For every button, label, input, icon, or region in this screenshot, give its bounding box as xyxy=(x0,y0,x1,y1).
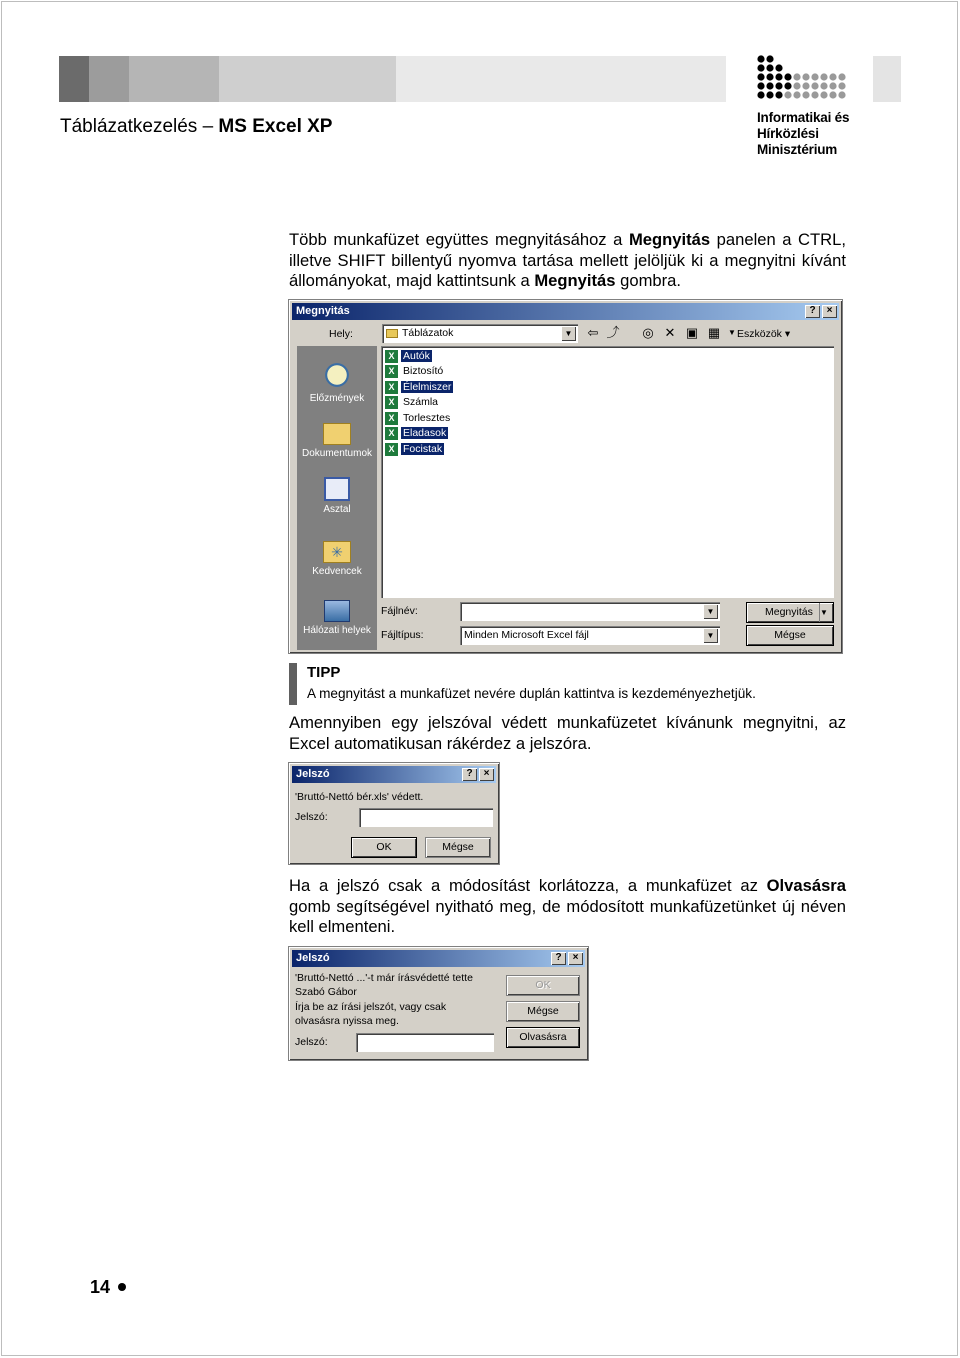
password-input[interactable] xyxy=(359,808,493,827)
running-header-normal: Táblázatkezelés – xyxy=(60,116,219,137)
readonly-message-line-2: Szabó Gábor xyxy=(295,986,357,998)
help-button[interactable]: ? xyxy=(805,305,820,318)
paragraph-1 xyxy=(289,230,846,292)
header-band-dark xyxy=(59,56,89,102)
ministry-logo-icon xyxy=(756,54,851,104)
file-name: Számla xyxy=(403,396,439,408)
location-combo[interactable] xyxy=(382,324,578,343)
tip-bar xyxy=(289,663,297,705)
excel-file-icon: X xyxy=(385,412,398,425)
tip-text: A megnyitást a munkafüzet nevére duplán kattintva is kezdeményezhetjük. xyxy=(307,686,756,701)
bullet-dot-icon xyxy=(118,1283,126,1291)
tip-heading: TIPP xyxy=(307,664,341,681)
views-dropdown-icon[interactable]: ▼ xyxy=(728,328,736,337)
place-label: Hálózati helyek xyxy=(303,625,371,636)
header-band-mid xyxy=(89,56,129,102)
header-band-light xyxy=(219,56,396,102)
p3-text-1: Ha a jelszó csak a módosítást korlátozza, a munkafüzet az xyxy=(289,876,767,895)
excel-file-icon: X xyxy=(385,365,398,378)
desktop-icon xyxy=(324,477,350,501)
ok-button[interactable]: OK xyxy=(506,975,580,996)
org-line-3: Minisztérium xyxy=(757,142,838,157)
place-desktop[interactable] xyxy=(297,477,377,515)
tools-menu[interactable]: Eszközök ▾ xyxy=(737,328,791,340)
header-band-end xyxy=(873,56,901,102)
password-label: Jelszó: xyxy=(295,811,328,823)
ok-button[interactable]: OK xyxy=(351,837,417,858)
cancel-button[interactable]: Mégse xyxy=(506,1001,580,1022)
network-places-icon xyxy=(324,600,350,622)
page-footer xyxy=(90,1277,126,1298)
open-button[interactable] xyxy=(746,602,834,623)
file-item-eladasok[interactable] xyxy=(385,426,448,441)
open-dialog-titlebar xyxy=(292,303,839,320)
readonly-message-line-3: Írja be az írási jelszót, vagy csak xyxy=(295,1001,447,1013)
favorites-folder-icon: ✳ xyxy=(323,541,351,563)
place-label: Előzmények xyxy=(309,393,365,404)
open-options-chevron-icon[interactable]: ▼ xyxy=(819,603,833,622)
excel-file-icon: X xyxy=(385,350,398,363)
file-name: Élelmiszer xyxy=(403,381,452,393)
p1-text-2: panelen a CTRL, illetve SHIFT billentyű nyomva tartása mellett jelöljük ki a megnyitni kívánt állományokat, majd kattintsunk a xyxy=(289,230,846,290)
excel-file-icon: X xyxy=(385,381,398,394)
file-name: Eladasok xyxy=(403,427,447,439)
place-favorites[interactable] xyxy=(297,536,377,577)
help-button[interactable]: ? xyxy=(462,768,477,781)
chevron-down-icon[interactable]: ▼ xyxy=(703,604,718,619)
close-button[interactable]: × xyxy=(568,952,583,965)
file-name: Biztosító xyxy=(403,365,444,377)
up-folder-icon[interactable]: ⤴ xyxy=(606,325,620,340)
paragraph-3 xyxy=(289,876,846,938)
views-icon[interactable]: ▦ xyxy=(707,325,721,340)
readonly-password-label: Jelszó: xyxy=(295,1036,328,1048)
p1-text-3: gombra. xyxy=(615,271,681,290)
org-line-2: Hírközlési xyxy=(757,126,819,141)
excel-file-icon: X xyxy=(385,396,398,409)
history-icon xyxy=(322,360,352,390)
readonly-password-input[interactable] xyxy=(356,1033,494,1052)
filetype-label: Fájltípus: xyxy=(381,629,424,641)
close-button[interactable]: × xyxy=(822,305,837,318)
tip-box xyxy=(289,661,849,707)
p3-bold-1: Olvasásra xyxy=(766,876,846,895)
places-bar xyxy=(297,346,377,650)
password-message: 'Bruttó-Nettó bér.xls' védett. xyxy=(295,791,424,803)
close-button[interactable]: × xyxy=(479,768,494,781)
file-name: Torlesztes xyxy=(403,412,451,424)
readonly-dialog-titlebar xyxy=(292,950,585,967)
place-documents[interactable] xyxy=(297,418,377,459)
p1-bold-1: Megnyitás xyxy=(628,230,711,249)
paragraph-2: Amennyiben egy jelszóval védett munkafüzetet kívánunk megnyitni, az Excel automatikusan rákérdez a jelszóra. xyxy=(289,713,846,753)
help-button[interactable]: ? xyxy=(551,952,566,965)
place-label: Asztal xyxy=(323,504,351,515)
readonly-button[interactable]: Olvasásra xyxy=(506,1027,580,1048)
running-header-bold: MS Excel XP xyxy=(218,116,333,137)
file-list xyxy=(381,346,834,598)
filetype-value: Minden Microsoft Excel fájl xyxy=(464,629,589,641)
location-label: Hely: xyxy=(329,328,353,340)
file-item-elelmiszer[interactable] xyxy=(385,380,453,395)
excel-file-icon: X xyxy=(385,427,398,440)
password-dialog-title: Jelszó xyxy=(296,768,330,780)
readonly-message-line-1: 'Bruttó-Nettó ...'-t már írásvédetté tette xyxy=(295,972,473,984)
file-item-szamla[interactable] xyxy=(385,395,440,410)
readonly-message-line-4: olvasásra nyissa meg. xyxy=(295,1015,399,1027)
place-label: Kedvencek xyxy=(312,566,362,577)
open-dialog-title: Megnyitás xyxy=(296,305,350,317)
p3-text-2: gomb segítségével nyitható meg, de módosított munkafüzetünket új néven kell elmenteni. xyxy=(289,896,846,936)
file-name: Focistak xyxy=(403,443,443,455)
header-band-gray xyxy=(129,56,219,102)
org-line-1: Informatikai és xyxy=(757,110,850,125)
password-dialog xyxy=(288,762,500,865)
excel-file-icon: X xyxy=(385,443,398,456)
chevron-down-icon[interactable]: ▼ xyxy=(703,628,718,643)
filetype-select[interactable] xyxy=(460,626,720,645)
documents-folder-icon xyxy=(323,423,351,445)
header-band-lighter xyxy=(396,56,726,102)
cancel-button[interactable]: Mégse xyxy=(746,625,834,646)
p1-bold-2: Megnyitás xyxy=(534,271,616,290)
file-item-biztosito[interactable] xyxy=(385,364,445,379)
file-name: Autók xyxy=(403,350,430,362)
p1-text-1: Több munkafüzet együttes megnyitásához a xyxy=(289,230,629,249)
file-item-torlesztes[interactable] xyxy=(385,411,452,426)
file-item-focistak[interactable] xyxy=(385,442,444,457)
filename-input[interactable] xyxy=(460,602,720,621)
tools-label: Eszközök xyxy=(737,328,782,340)
password-dialog-titlebar xyxy=(292,766,496,783)
readonly-dialog xyxy=(288,946,589,1061)
open-dialog xyxy=(288,299,843,654)
chevron-down-icon[interactable]: ▼ xyxy=(561,326,576,341)
place-label: Dokumentumok xyxy=(301,448,373,459)
filename-label: Fájlnév: xyxy=(381,605,418,617)
new-folder-icon[interactable]: ▣ xyxy=(685,325,699,340)
delete-icon[interactable]: ✕ xyxy=(664,325,676,340)
cancel-button[interactable]: Mégse xyxy=(425,837,491,858)
org-name xyxy=(757,110,849,158)
location-value: Táblázatok xyxy=(402,327,454,339)
open-button-label: Megnyitás xyxy=(765,606,813,618)
file-item-autok[interactable] xyxy=(385,349,432,364)
place-network[interactable] xyxy=(297,595,377,636)
place-history[interactable] xyxy=(297,360,377,404)
folder-icon xyxy=(386,329,398,338)
back-icon[interactable]: ⇦ xyxy=(587,325,599,340)
readonly-dialog-title: Jelszó xyxy=(296,952,330,964)
running-header xyxy=(60,116,332,138)
page-number: 14 xyxy=(90,1277,111,1297)
search-web-icon[interactable]: ◎ xyxy=(642,325,654,340)
